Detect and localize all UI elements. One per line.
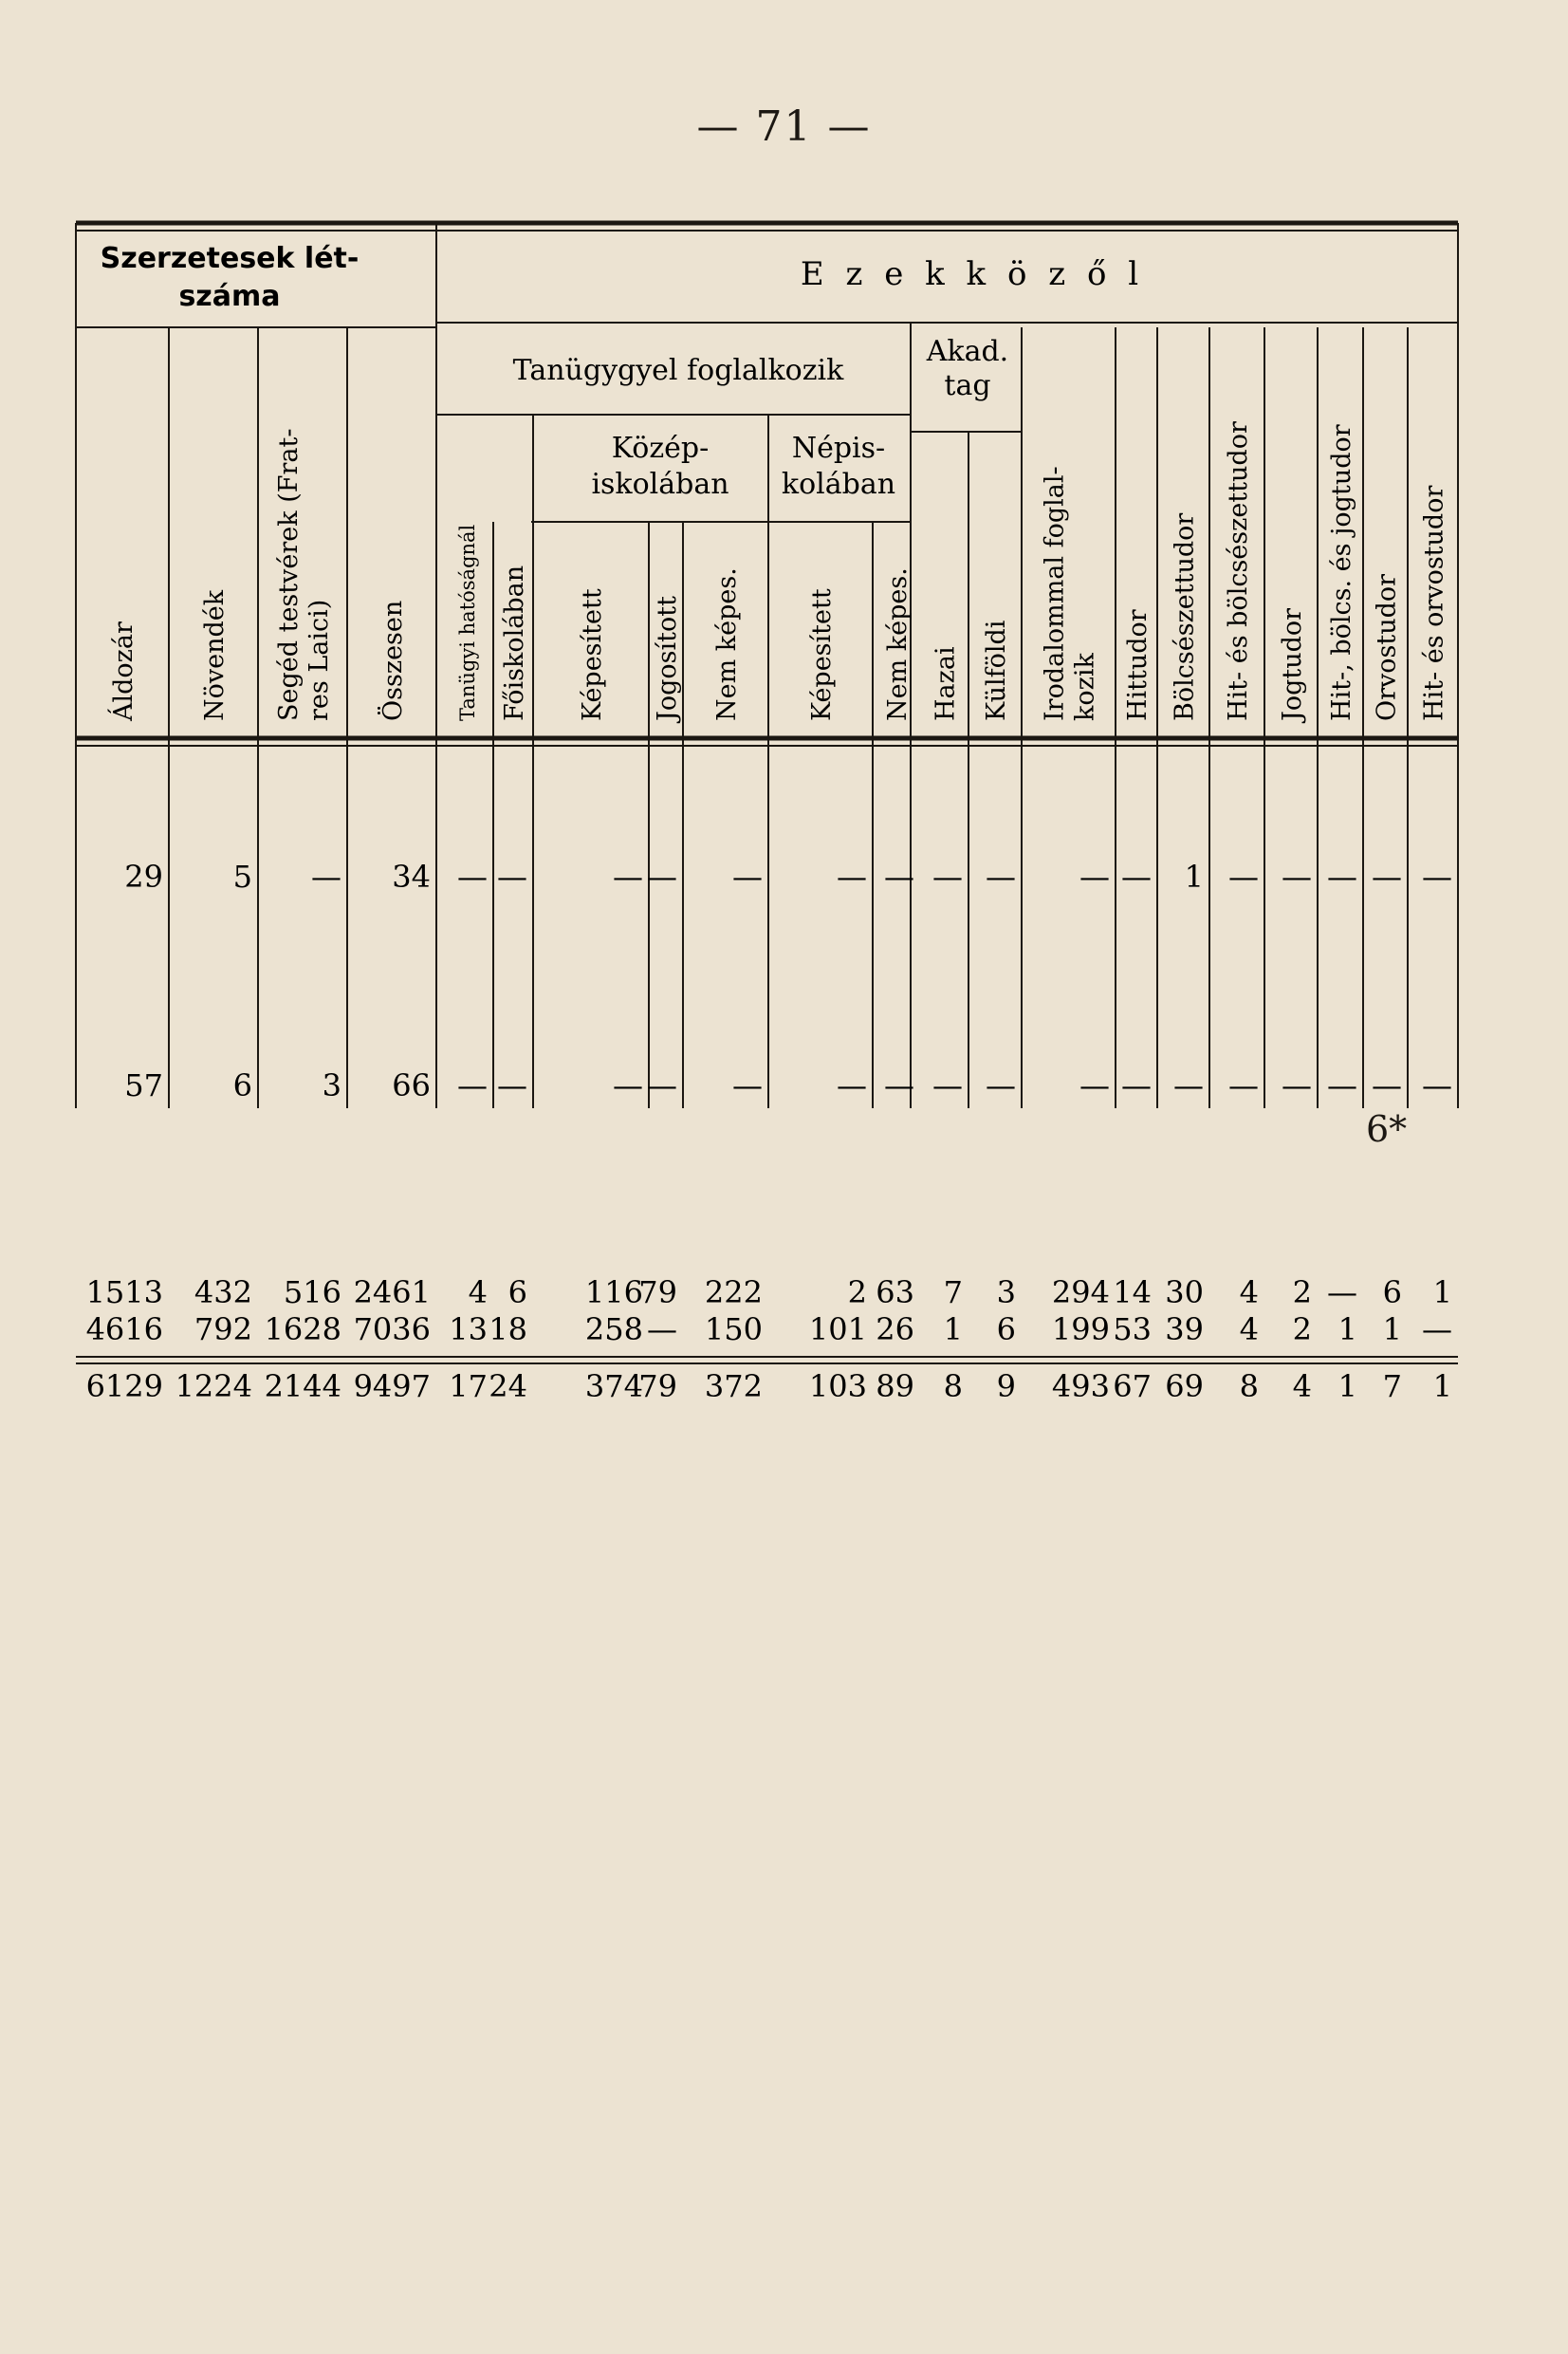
table-cell: 67 (1113, 1368, 1152, 1404)
table-cell: — (837, 1067, 867, 1103)
column-label: Főiskolában (500, 565, 529, 721)
table-cell: 4 (1292, 1368, 1312, 1404)
table-cell: 8 (943, 1368, 963, 1404)
table-cell: 101 (808, 1311, 867, 1347)
table-cell: 24 (489, 1368, 527, 1404)
table-cell: — (497, 859, 527, 895)
table-cell: — (457, 859, 488, 895)
table-cell: — (1372, 1067, 1402, 1103)
table-cell: — (732, 859, 763, 895)
table-cell: 7036 (353, 1311, 431, 1347)
table-cell: 2 (1292, 1311, 1312, 1347)
table-cell: 1 (943, 1311, 963, 1347)
column-label: Hit- és bölcsészettudor (1224, 421, 1253, 721)
table-cell: 3 (996, 1274, 1016, 1310)
table-cell: 1513 (85, 1274, 163, 1310)
table-cell: 1628 (264, 1311, 341, 1347)
table-cell: 79 (638, 1368, 677, 1404)
column-label: Összesen (378, 600, 408, 721)
table-cell: 39 (1165, 1311, 1204, 1347)
table-cell: — (1422, 1067, 1452, 1103)
column-label: Nem képes. (712, 567, 742, 721)
column-label: Jogtudor (1278, 607, 1307, 721)
header-group-left-line2: száma (178, 280, 281, 313)
table-cell: 116 (584, 1274, 643, 1310)
table-cell: 30 (1165, 1274, 1204, 1310)
table-cell: 3 (322, 1067, 341, 1103)
table-cell: — (647, 1067, 677, 1103)
table-cell: 14 (1113, 1274, 1152, 1310)
table-cell: 66 (392, 1067, 431, 1103)
table-cell: — (1079, 859, 1110, 895)
table-cell: 222 (704, 1274, 763, 1310)
table-cell: 2 (1292, 1274, 1312, 1310)
column-label: Orvostudor (1372, 573, 1402, 721)
table-cell: — (1079, 1067, 1110, 1103)
table-cell: 1 (1432, 1368, 1452, 1404)
table-cell: 2144 (264, 1368, 341, 1404)
table-cell: 13 (449, 1311, 488, 1347)
table-cell: — (1327, 1274, 1357, 1310)
table-cell: 29 (124, 859, 163, 895)
table-cell: 2 (847, 1274, 867, 1310)
table-cell: 516 (283, 1274, 341, 1310)
column-label: kozik (1070, 653, 1100, 721)
table-cell: 1224 (175, 1368, 252, 1404)
column-labels (107, 421, 1449, 724)
table-cell: — (1121, 859, 1152, 895)
table-cell: 6 (1382, 1274, 1402, 1310)
column-label: Külföldi (982, 620, 1011, 721)
table-cell: 6129 (85, 1368, 163, 1404)
table-cell: — (647, 859, 677, 895)
column-label: Hit-, bölcs. és jogtudor (1327, 424, 1356, 721)
table-cell: 79 (638, 1274, 677, 1310)
table-cell: — (932, 859, 963, 895)
table-cell: — (1228, 859, 1259, 895)
table-cell: 374 (584, 1368, 643, 1404)
table-cell: 7 (1382, 1368, 1402, 1404)
table-cell: — (1372, 859, 1402, 895)
table-cell: 69 (1165, 1368, 1204, 1404)
table-cell: — (1422, 859, 1452, 895)
column-label: Hazai (931, 646, 961, 721)
column-label: Segéd testvérek (Frat- (274, 428, 304, 721)
header-group-left-line1: Szerzetesek lét- (100, 242, 360, 275)
table-cell: 103 (808, 1368, 867, 1404)
table-cell: — (1121, 1067, 1152, 1103)
header-group-right: E z e k k ö z ő l (800, 255, 1145, 293)
header-kozep-line2: iskolában (591, 468, 729, 501)
table-cell: 432 (194, 1274, 252, 1310)
table-cell: 4 (468, 1274, 488, 1310)
table-rules (76, 223, 1458, 1363)
table-cell: — (1228, 1067, 1259, 1103)
header-akad-line2: tag (944, 369, 991, 402)
column-label: Hittudor (1123, 609, 1153, 721)
header-kozep-line1: Közép- (611, 432, 710, 465)
header-nepis-line1: Népis- (791, 432, 886, 465)
table-cell: 9 (996, 1368, 1016, 1404)
table-cell: 6 (232, 1067, 252, 1103)
table-cell: 493 (1051, 1368, 1110, 1404)
table-cell: — (613, 859, 643, 895)
table-cell: 7 (943, 1274, 963, 1310)
column-label: Bölcsészettudor (1170, 512, 1200, 721)
table-cell: 792 (194, 1311, 252, 1347)
table-cell: 57 (124, 1067, 163, 1103)
header-tanugy: Tanügygyel foglalkozik (512, 354, 844, 387)
table-cell: — (986, 859, 1016, 895)
table-cell: — (837, 859, 867, 895)
table-cell: 4 (1239, 1311, 1259, 1347)
table-cell: — (1327, 1067, 1357, 1103)
table-cell: 1 (1382, 1311, 1402, 1347)
page-number: — 71 — (696, 102, 872, 151)
column-label: Nem képes. (883, 567, 913, 721)
table-cell: 89 (876, 1368, 914, 1404)
table-cell: 1 (1184, 859, 1204, 895)
table-cell: — (884, 859, 914, 895)
column-label: Képesített (807, 588, 837, 721)
table-cell: 1 (1432, 1274, 1452, 1310)
table-cell: — (457, 1067, 488, 1103)
table-cell: — (732, 1067, 763, 1103)
header-akad-line1: Akad. (926, 335, 1009, 368)
table-cell: 17 (449, 1368, 488, 1404)
table-cell: 372 (704, 1368, 763, 1404)
table-cell: 2461 (353, 1274, 431, 1310)
table-cell: — (1282, 859, 1312, 895)
table-cell: — (932, 1067, 963, 1103)
table-cell: 4 (1239, 1274, 1259, 1310)
column-label: Irodalommal foglal- (1040, 466, 1070, 721)
column-label: Hit- és orvostudor (1419, 485, 1449, 721)
column-label: Tanügyi hatóságnál (456, 524, 479, 721)
column-label: res Laici) (304, 599, 334, 721)
table-cell: 5 (232, 859, 252, 895)
table-cell: 258 (584, 1311, 643, 1347)
column-label: Áldozár (109, 621, 138, 721)
column-label: Növendék (200, 589, 230, 721)
column-label: Jogosított (653, 596, 682, 721)
table-cell: — (986, 1067, 1016, 1103)
table-cell: — (1173, 1067, 1204, 1103)
table-cell: 26 (876, 1311, 914, 1347)
table-cell: — (1327, 859, 1357, 895)
table-cell: 1 (1337, 1311, 1357, 1347)
table-cell: — (613, 1067, 643, 1103)
table-cell: 34 (392, 859, 431, 895)
table-cell: — (497, 1067, 527, 1103)
table-cell: 6 (996, 1311, 1016, 1347)
table-cell: — (1282, 1067, 1312, 1103)
table-cell: — (884, 1067, 914, 1103)
table-cell: 63 (876, 1274, 914, 1310)
table-cell: 4616 (85, 1311, 163, 1347)
table-cell: 6 (507, 1274, 527, 1310)
header-nepis-line2: kolában (781, 468, 896, 501)
table-cell: 8 (1239, 1368, 1259, 1404)
table-cell: 199 (1051, 1311, 1110, 1347)
table-cell: 18 (489, 1311, 527, 1347)
column-label: Képesített (578, 588, 607, 721)
table-cell: 9497 (353, 1368, 431, 1404)
table-cell: 1 (1337, 1368, 1357, 1404)
table-cell: — (311, 859, 341, 895)
table-header (101, 242, 1144, 501)
table-cell: 53 (1113, 1311, 1152, 1347)
table-cell: 294 (1051, 1274, 1110, 1310)
table-cell: 150 (704, 1311, 763, 1347)
table-cell: — (1422, 1311, 1452, 1347)
signature-mark: 6* (1366, 1108, 1408, 1150)
table-cell: — (647, 1311, 677, 1347)
